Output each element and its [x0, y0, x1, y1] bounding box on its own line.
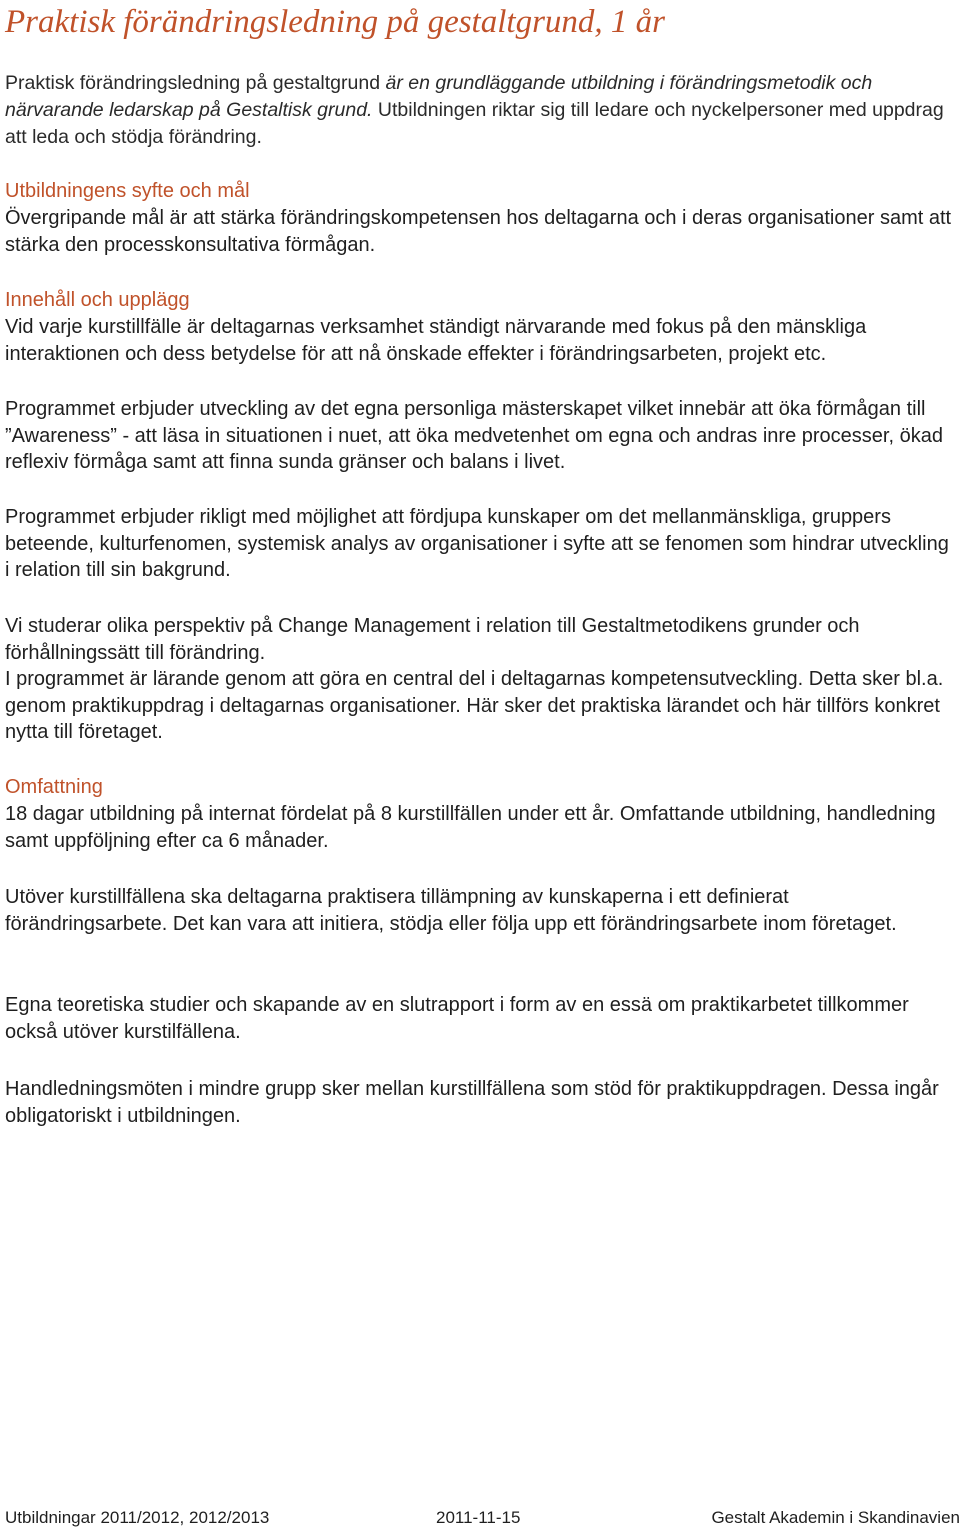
omfattning-block-2 [5, 884, 955, 937]
innehall-block-2 [5, 396, 955, 476]
footer-left-text: Utbildningar 2011/2012, 2012/2013 [5, 1508, 270, 1527]
innehall-block-3 [5, 504, 955, 584]
section-omfattning [5, 774, 955, 854]
omfattning-paragraph-4: Handledningsmöten i mindre grupp sker mellan kurstillfällena som stöd för praktikuppdragen. Dessa ingår obligatoriskt i utbildningen. [5, 1078, 939, 1127]
syfte-paragraph: Övergripande mål är att stärka förändringskompetensen hos deltagarna och i deras organisationer samt att stärka den processkonsultativa förmågan. [5, 207, 952, 256]
omfattning-block-3 [5, 992, 955, 1045]
footer-organization: Gestalt Akademin i Skandinavien [711, 1508, 960, 1527]
heading-syfte: Utbildningens syfte och mål [5, 180, 250, 202]
intro-italic-text: är en grundläggande utbildning i förändringsmetodik och närvarande ledarskap på Gestaltisk grund. [5, 72, 873, 121]
footer-date: 2011-11-15 [436, 1508, 521, 1527]
heading-omfattning: Omfattning [5, 776, 103, 798]
innehall-block-4 [5, 613, 955, 746]
omfattning-paragraph-2: Utöver kurstillfällena ska deltagarna praktisera tillämpning av kunskaperna i ett definierat förändringsarbete. Det kan vara att initiera, stödja eller följa upp ett förändringsarbete inom företaget. [5, 886, 897, 935]
section-innehall [5, 287, 955, 367]
document-title: Praktisk förändringsledning på gestaltgrund, 1 år [5, 4, 665, 40]
innehall-paragraph-1: Vid varje kurstillfälle är deltagarnas verksamhet ständigt närvarande med fokus på den mänskliga interaktionen och dess betydelse för att nå önskade effekter i förändringsarbeten, projekt etc. [5, 316, 867, 365]
innehall-paragraph-2: Programmet erbjuder utveckling av det egna personliga mästerskapet vilket innebär att öka förmågan till ”Awareness” - att läsa in situationen i nuet, att öka medvetenhet om egna och andras inre processer, ökad reflexiv förmåga samt att finna sunda gränser och balans i livet. [5, 398, 943, 473]
omfattning-paragraph-3: Egna teoretiska studier och skapande av en slutrapport i form av en essä om praktikarbetet tillkommer också utöver kurstilfällena. [5, 994, 909, 1043]
omfattning-paragraph-1: 18 dagar utbildning på internat fördelat på 8 kurstillfällen under ett år. Omfattande utbildning, handledning samt uppföljning efter ca 6 månader. [5, 803, 936, 852]
innehall-paragraph-4a: Vi studerar olika perspektiv på Change Management i relation till Gestaltmetodikens grunder och förhållningssätt till förändring. [5, 615, 860, 664]
innehall-paragraph-3: Programmet erbjuder rikligt med möjlighet att fördjupa kunskaper om det mellanmänskliga, gruppers beteende, kulturfenomen, systemisk analys av organisationer i syfte att se fenomen som hindrar utveckling i relation till sin bakgrund. [5, 506, 949, 581]
page-footer [5, 1506, 960, 1530]
section-syfte [5, 178, 955, 258]
intro-paragraph [5, 70, 955, 151]
heading-innehall: Innehåll och upplägg [5, 289, 190, 311]
innehall-paragraph-4b: I programmet är lärande genom att göra en central del i deltagarnas kompetensutveckling. Detta sker bl.a. genom praktikuppdrag i deltagarnas organisationer. Här sker det praktiska lärandet och här tillförs konkret nytta till företaget. [5, 668, 944, 743]
omfattning-block-4 [5, 1076, 955, 1129]
intro-text-start: Praktisk förändringsledning på gestaltgrund [5, 72, 386, 94]
intro-text-end: Utbildningen riktar sig till ledare och nyckelpersoner med uppdrag att leda och stödja förändring. [5, 99, 944, 148]
